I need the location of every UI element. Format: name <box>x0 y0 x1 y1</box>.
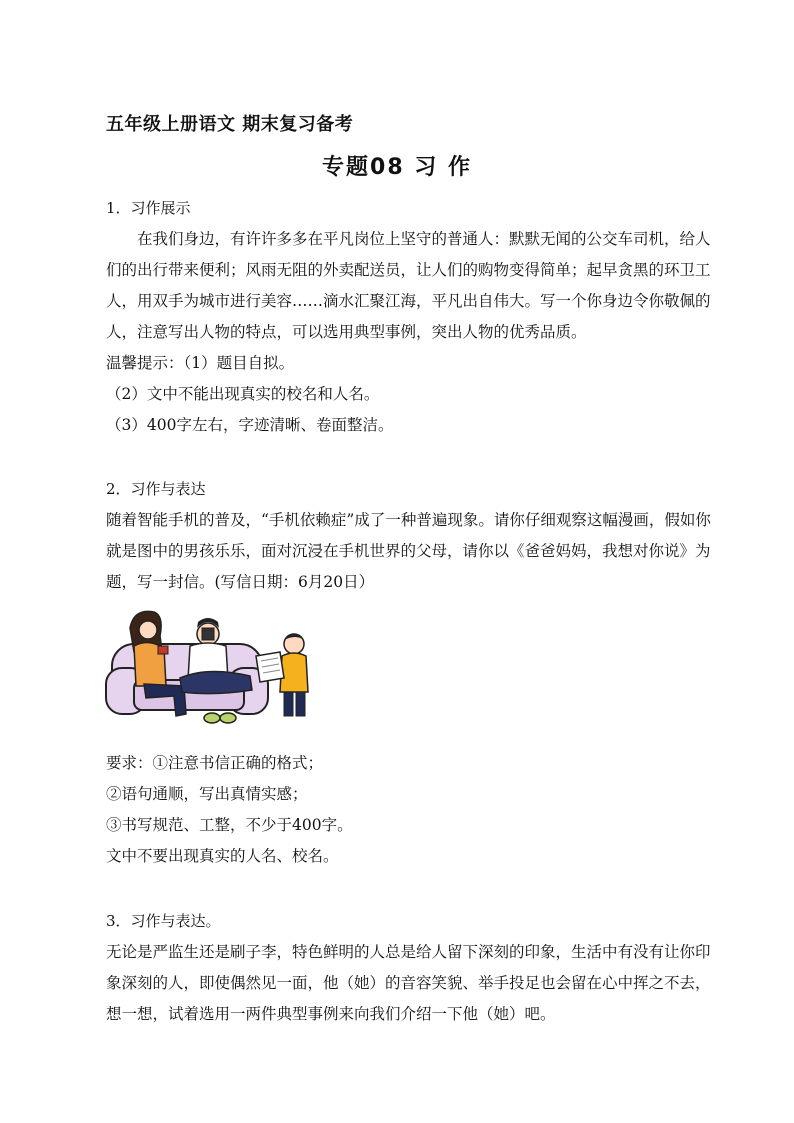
family-on-sofa-with-phones-illustration <box>104 606 326 730</box>
section-1-tip: 温馨提示：（1）题目自拟。 <box>106 354 295 372</box>
section-1 <box>106 193 716 441</box>
section-1-tip: （2）文中不能出现真实的校名和人名。 <box>106 385 380 403</box>
section-1-heading: 1．习作展示 <box>106 199 191 217</box>
requirement-item: ③书写规范、工整，不少于400字。 <box>106 816 353 834</box>
requirement-item: ②语句通顺，写出真情实感； <box>106 785 308 803</box>
section-3-body: 无论是严监生还是刷子李，特色鲜明的人总是给人留下深刻的印象，生活中有没有让你印象深刻的人，即使偶然见一面，他（她）的音容笑貌、举手投足也会留在心中挥之不去，想一想，试着选用一两件典型事例来向我们介绍一下他（她）吧。 <box>106 943 711 1023</box>
section-1-tip: （3）400字左右，字迹清晰、卷面整洁。 <box>106 416 394 434</box>
requirement-item: 文中不要出现真实的人名、校名。 <box>106 847 339 865</box>
section-3 <box>106 906 716 1030</box>
section-2-body: 随着智能手机的普及，“手机依赖症”成了一种普遍现象。请你仔细观察这幅漫画，假如你就是图中的男孩乐乐，面对沉浸在手机世界的父母，请你以《爸爸妈妈，我想对你说》为题，写一封信。(写信日期：6月20日） <box>106 511 711 591</box>
section-1-body: 在我们身边，有许许多多在平凡岗位上坚守的普通人：默默无闻的公交车司机，给人们的出行带来便利；风雨无阻的外卖配送员，让人们的购物变得简单；起早贪黑的环卫工人，用双手为城市进行美容……滴水汇聚江海，平凡出自伟大。写一个你身边令你敬佩的人，注意写出人物的特点，可以选用典型事例，突出人物的优秀品质。 <box>106 230 711 341</box>
section-2-requirements <box>106 748 716 872</box>
section-2-heading: 2．习作与表达 <box>106 480 206 498</box>
section-3-heading: 3．习作与表达。 <box>106 912 221 930</box>
section-2 <box>106 474 716 598</box>
requirement-item: 要求：①注意书信正确的格式； <box>106 754 324 772</box>
header-title: 五年级上册语文 期末复习备考 <box>106 114 354 135</box>
main-title: 专题08 习 作 <box>322 155 472 180</box>
